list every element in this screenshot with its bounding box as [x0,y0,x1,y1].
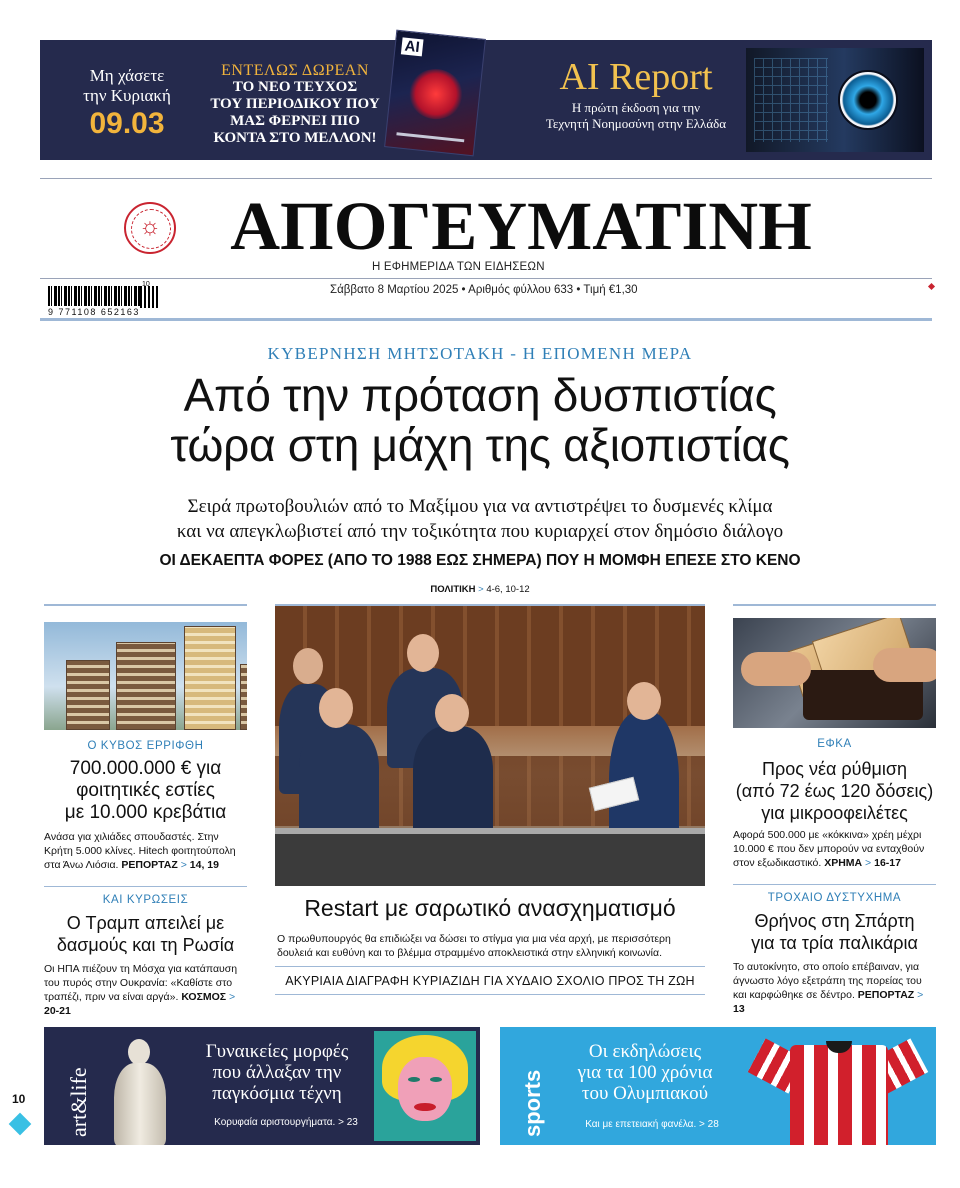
promo-offer [210,62,380,147]
building-graphic [66,660,110,730]
masthead-tagline: Η ΕΦΗΜΕΡΙΔΑ ΤΩΝ ΕΙΔΗΣΕΩΝ [372,261,545,273]
issue-info: Σάββατο 8 Μαρτίου 2025 • Αριθμός φύλλου 633 • Τιμή €1,30 [330,284,638,296]
red-marker-icon [928,283,935,290]
jersey-body [790,1045,888,1145]
left1-ref-label[interactable]: ΡΕΠΟΡΤΑΖ [121,859,178,871]
owl-seal-icon: ☼ [124,202,176,254]
sports-title-line2: για τα 100 χρόνια [577,1062,713,1083]
right1-title[interactable] [733,758,936,824]
promo-offer-free: ΕΝΤΕΛΩΣ ΔΩΡΕΑΝ [221,62,369,79]
chevron-right-icon: > [478,584,484,595]
person-silhouette [413,726,493,836]
right2-title-line2: για τα τρία παλικάρια [751,933,918,953]
hand-graphic [873,648,936,682]
lead-kicker: ΟΙ ΔΕΚΑΕΠΤΑ ΦΟΡΕΣ (ΑΠΟ ΤΟ 1988 ΕΩΣ ΣΗΜΕΡΑ) ΠΟΥ Η ΜΟΜΦΗ ΕΠΕΣΕ ΣΤΟ ΚΕΝΟ [159,552,801,569]
promo-report [526,54,746,132]
art-sub-text: Κορυφαία αριστουργήματα. [214,1117,336,1128]
sports-sub-text: Και με επετειακή φανέλα. [585,1119,697,1130]
promo-report-title: AI Report [559,56,713,98]
chevron-right-icon: > [917,989,924,1001]
right2-section-label: ΤΡΟΧΑΙΟ ΔΥΣΤΥΧΗΜΑ [767,892,902,904]
student-housing-image[interactable] [44,622,247,730]
portrait-lips [414,1103,436,1111]
promo-offer-line1: ΤΟ ΝΕΟ ΤΕΥΧΟΣ [232,79,358,95]
lead-headline-line1: Από την πρόταση δυσπιστίας [183,369,777,421]
art-title-line2: που άλλαξαν την [212,1062,342,1083]
page-number: 10 [12,1092,26,1106]
lead-page-reference[interactable] [0,584,960,595]
right1-ref-pages: 16-17 [874,857,901,869]
chevron-right-icon: > [699,1119,705,1130]
person-head [407,634,439,672]
right1-body [733,828,936,870]
left1-title-line3: με 10.000 κρεβάτια [64,802,227,823]
left1-ref-pages: 14, 19 [189,859,219,871]
lead-overline: ΚΥΒΕΡΝΗΣΗ ΜΗΤΣΟΤΑΚΗ - Η ΕΠΟΜΕΝΗ ΜΕΡΑ [267,344,693,363]
statue-head [128,1039,150,1065]
chevron-right-icon: > [180,859,187,871]
person-head [319,688,353,728]
left2-ref-pages: 20-21 [44,1005,71,1017]
left1-body [44,830,247,872]
right2-ref-pages: 13 [733,1003,745,1015]
building-graphic [184,626,236,730]
left2-title-line1: Ο Τραμπ απειλεί με [66,913,225,933]
jersey-image [754,1035,922,1143]
center-divider [275,966,705,967]
sports-title-line3: του Ολυμπιακού [581,1083,709,1104]
right1-ref-label[interactable]: ΧΡΗΜΑ [824,857,863,869]
parliament-photo[interactable] [275,606,705,886]
masthead-bottom-rule [40,318,932,321]
left1-section-label: Ο ΚΥΒΟΣ ΕΡΡΙΦΘΗ [87,740,204,752]
left2-ref-label[interactable]: ΚΟΣΜΟΣ [181,991,227,1003]
magazine-cover-image [384,30,486,157]
person-head [627,682,661,720]
portrait-face [398,1057,452,1121]
sports-title [550,1041,740,1104]
promo-date-line2: την Κυριακή [83,86,171,105]
right1-title-line2: (από 72 έως 120 δόσεις) [735,781,934,801]
right-column-rule [733,604,936,606]
right-column-divider [733,884,936,885]
diamond-icon [9,1113,32,1136]
masthead-mid-rule [40,278,932,279]
left2-section-label: ΚΑΙ ΚΥΡΩΣΕΙΣ [102,894,189,906]
left2-title[interactable] [44,912,247,956]
art-life-side-label: art&life [66,1067,91,1137]
lead-headline[interactable] [60,370,900,470]
left-column-rule [44,604,247,606]
right2-body-text: Το αυτοκίνητο, στο οποίο επέβαιναν, για άγνωστο λόγο εξετράπη της πορείας του και καρφώθηκε σε δέντρο. [733,961,922,1001]
promo-offer-line2: ΤΟΥ ΠΕΡΙΟΔΙΚΟΥ ΠΟΥ [210,96,380,112]
right1-body-text: Αφορά 500.000 με «κόκκινα» χρέη μέχρι 10.000 € που δεν μπορούν να ενταχθούν στον εξωδικαστικό. [733,829,925,869]
digital-grid-graphic [754,58,828,142]
portrait-eye [408,1077,420,1082]
person-head [435,694,469,732]
statue-body [114,1063,166,1145]
left2-title-line2: δασμούς και τη Ρωσία [56,935,235,955]
person-head [293,648,323,684]
sports-title-line1: Οι εκδηλώσεις [588,1041,702,1062]
chevron-right-icon: > [865,857,872,869]
sports-side-label: sports [520,1069,545,1137]
magazine-cover-caption-line [396,132,464,142]
magazine-cover-mark: AI [401,37,424,56]
promo-date-block [52,66,202,142]
art-title-line1: Γυναικείες μορφές [205,1041,349,1062]
masthead-top-rule [40,178,932,179]
lead-subhead [60,494,900,544]
center-footer[interactable]: ΑΚΥΡΙΑΙΑ ΔΙΑΓΡΑΦΗ ΚΥΡΙΑΖΙΔΗ ΓΙΑ ΧΥΔΑΙΟ ΣΧΟΛΙΟ ΠΡΟΣ ΤΗ ΖΩΗ [285,974,695,988]
lead-subhead-line1: Σειρά πρωτοβουλιών από το Μαξίμου για να αντιστρέψει το δυσμενές κλίμα [187,496,773,517]
statue-image [102,1035,178,1145]
eye-image [746,48,924,152]
sports-promo[interactable] [500,1027,936,1145]
right2-title-line1: Θρήνος στη Σπάρτη [754,911,915,931]
art-life-title [184,1041,370,1104]
hand-graphic [741,652,811,686]
left1-title-line2: φοιτητικές εστίες [76,780,215,801]
building-graphic [240,664,247,730]
promo-date-line1: Μη χάσετε [89,66,165,85]
promo-report-sub1: Η πρώτη έκδοση για την [571,100,701,115]
right2-title[interactable] [733,910,936,954]
center-bottom-rule [275,994,705,995]
lead-pageref-label: ΠΟΛΙΤΙΚΗ [430,584,476,595]
center-title[interactable]: Restart με σαρωτικό ανασχηματισμό [304,895,676,921]
barcode-addon-icon [140,286,158,308]
center-body: Ο πρωθυπουργός θα επιδιώξει να δώσει το στίγμα για μια νέα αρχή, με περισσότερη δουλειά και ευθύνη και το βλέμμα στραμμένο αποκλειστικά στην ελληνική κοινωνία. [277,933,671,959]
art-life-promo[interactable] [44,1027,480,1145]
promo-offer-line3: ΜΑΣ ΦΕΡΝΕΙ ΠΙΟ [230,113,360,129]
barcode-number: 9 771108 652163 [48,307,140,317]
chevron-right-icon: > [229,991,236,1003]
right1-title-line3: για μικροοφειλέτες [761,803,908,823]
promo-report-sub2: Τεχνητή Νοημοσύνη στην Ελλάδα [545,116,727,131]
promo-offer-line4: ΚΟΝΤΑ ΣΤΟ ΜΕΛΛΟΝ! [213,130,377,146]
art-sub-pages: 23 [346,1117,358,1128]
left1-title[interactable] [44,758,247,824]
money-wallet-image[interactable] [733,618,936,728]
right2-body [733,960,936,1016]
lead-pageref-pages: 4-6, 10-12 [486,584,530,595]
heart-graphic [406,66,465,121]
chevron-right-icon: > [338,1117,344,1128]
left2-body [44,962,247,1018]
pop-art-portrait-image [374,1031,476,1141]
portrait-eye [430,1077,442,1082]
right2-ref-label[interactable]: ΡΕΠΟΡΤΑΖ [857,989,915,1001]
left1-body-text: Ανάσα για χιλιάδες σπουδαστές. Στην Κρήτη 5.000 κλίνες. Hitech φοιτητούπολη στα Άνω Λιόσια. [44,831,236,871]
person-silhouette [299,724,379,834]
building-graphic [116,642,176,730]
sports-sub [552,1119,752,1130]
left2-body-text: Οι ΗΠΑ πιέζουν τη Μόσχα για κατάπαυση του πυρός στην Ουκρανία: «Καθίστε στο τραπέζι, πριν να είναι αργά». [44,963,238,1003]
promo-date: 09.03 [89,107,165,140]
eye-iris-graphic [838,70,898,130]
left1-title-line1: 700.000.000 € για [69,758,222,779]
left-column-divider [44,886,247,887]
right1-title-line1: Προς νέα ρύθμιση [762,759,907,779]
right1-section-label: ΕΦΚΑ [817,738,852,750]
desk-front-graphic [275,834,705,886]
barcode-addon-number: 10 [142,281,150,288]
sports-sub-pages: 28 [707,1119,719,1130]
masthead-title[interactable]: ΑΠΟΓΕΥΜΑΤΙΝΗ [230,188,812,264]
lead-headline-line2: τώρα στη μάχη της αξιοπιστίας [170,419,790,471]
promo-banner[interactable] [40,37,932,160]
art-title-line3: παγκόσμια τέχνη [212,1083,342,1104]
art-life-sub [186,1117,386,1128]
lead-subhead-line2: και να απεγκλωβιστεί από την τοξικότητα που κυριαρχεί στον δημόσιο διάλογο [176,521,784,542]
